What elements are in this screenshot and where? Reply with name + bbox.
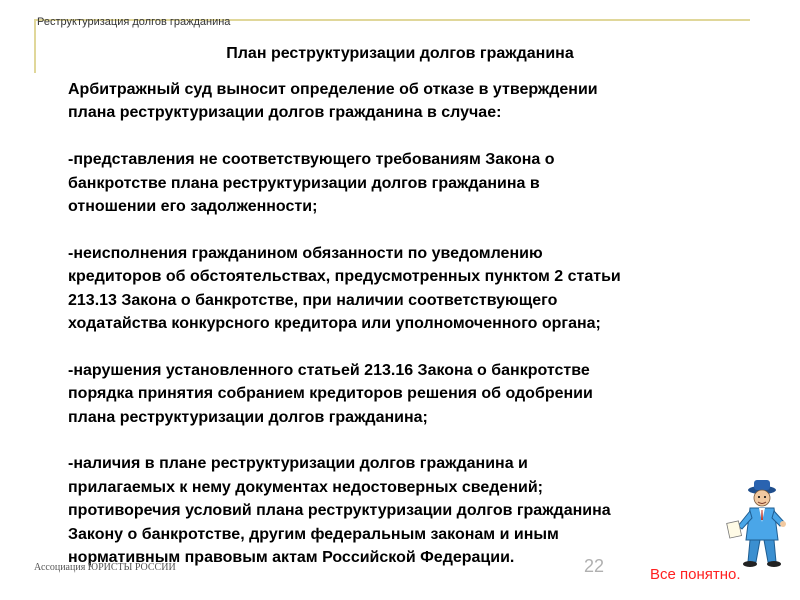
text-line: плана реструктуризации долгов гражданина; — [68, 408, 428, 426]
text-line: Арбитражный суд выносит определение об отказе в утверждении — [68, 81, 598, 98]
text-line: плана реструктуризации долгов гражданина в случае: — [68, 104, 502, 122]
slide-title: План реструктуризации долгов гражданина — [226, 45, 574, 62]
text-line: Закону о банкротстве, другим федеральным законам и иным — [68, 525, 559, 543]
text-line: -наличия в плане реструктуризации долгов гражданина и — [68, 455, 528, 473]
text-line: -представления не соответствующего требованиям Закона о — [68, 151, 555, 169]
paragraph-item-4 — [68, 452, 768, 569]
text-line: порядка принятия собранием кредиторов решения об одобрении — [68, 385, 593, 403]
paragraph-item-1 — [68, 148, 768, 218]
text-line: ходатайства конкурсного кредитора или уполномоченного органа; — [68, 315, 601, 333]
text-line: -неисполнения гражданином обязанности по уведомлению — [68, 244, 543, 262]
paragraph-item-2 — [68, 242, 768, 336]
page-number: 22 — [584, 556, 605, 576]
text-line: -нарушения установленного статьей 213.16 Закона о банкротстве — [68, 361, 590, 379]
text-line: противоречия условий плана реструктуризации долгов гражданина — [68, 502, 611, 520]
text-line: прилагаемых к нему документах недостоверных сведений; — [68, 478, 543, 496]
text-line: кредиторов об обстоятельствах, предусмотренных пунктом 2 статьи — [68, 268, 621, 286]
cartoon-man-icon — [718, 478, 800, 570]
paragraph-intro — [68, 78, 768, 125]
text-line: банкротстве плана реструктуризации долгов гражданина в — [68, 174, 540, 192]
slide-content — [68, 78, 768, 569]
header-label: Реструктуризация долгов гражданина — [37, 16, 231, 28]
text-line: 213.13 Закона о банкротстве, при наличии соответствующего — [68, 291, 558, 309]
footer-organization: Ассоциация ЮРИСТЫ РОССИИ — [34, 562, 176, 573]
caption-all-clear: Все понятно. — [650, 566, 741, 583]
text-line: отношении его задолженности; — [68, 198, 318, 216]
paragraph-item-3 — [68, 359, 768, 429]
text-line: нормативным правовым актам Российской Федерации. — [68, 549, 515, 567]
